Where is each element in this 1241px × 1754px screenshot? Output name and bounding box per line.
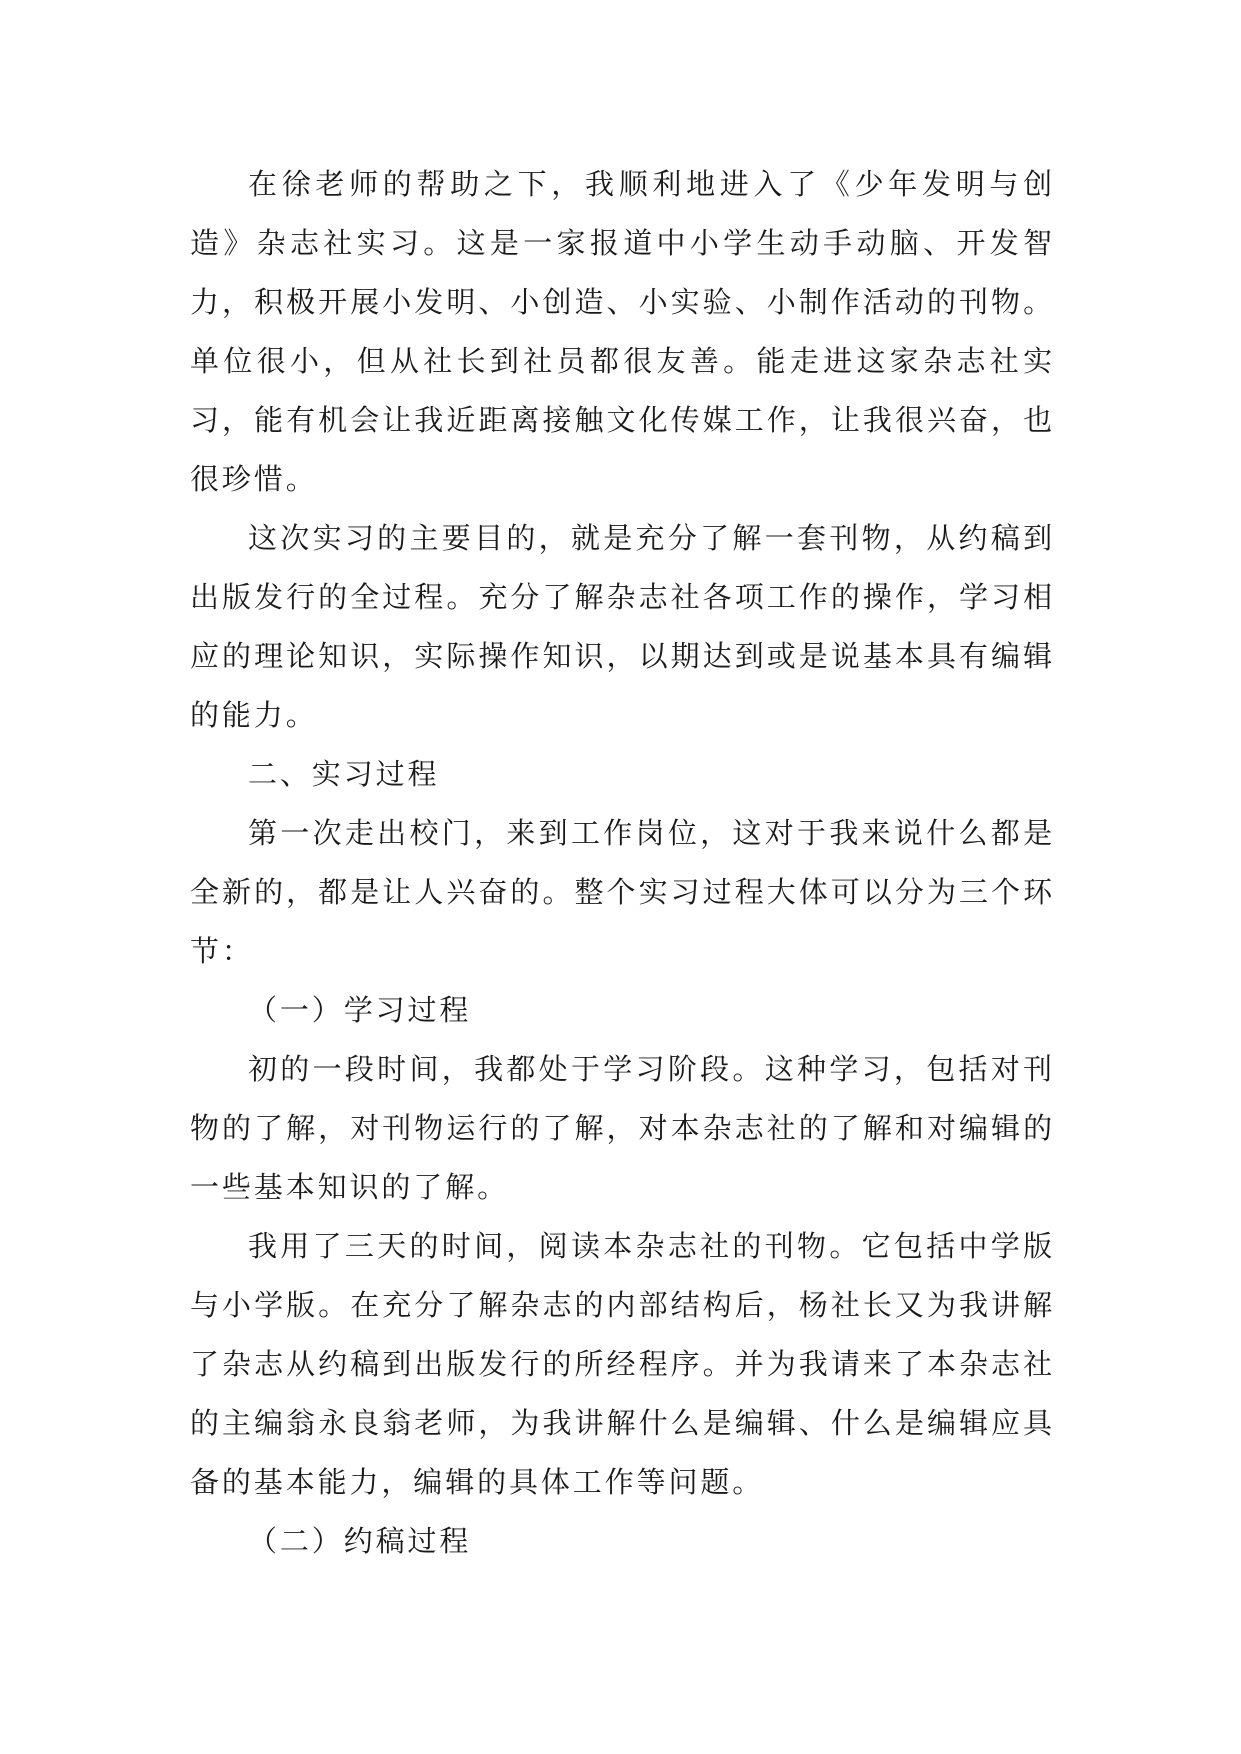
paragraph-reading-magazine: 我用了三天的时间，阅读本杂志社的刊物。它包括中学版与小学版。在充分了解杂志的内部结构后，杨社长又为我讲解了杂志从约稿到出版发行的所经程序。并为我请来了本杂志社的主编翁永良翁老师，为我讲解什么是编辑、什么是编辑应具备的基本能力，编辑的具体工作等问题。 — [190, 1229, 1055, 1499]
paragraph-internship-intro: 在徐老师的帮助之下，我顺利地进入了《少年发明与创造》杂志社实习。这是一家报道中小学生动手动脑、开发智力，积极开展小发明、小创造、小实验、小制作活动的刊物。单位很小，但从社长到社员都很友善。能走进这家杂志社实习，能有机会让我近距离接触文化传媒工作，让我很兴奋，也很珍惜。 — [190, 167, 1055, 496]
paragraph-internship-purpose: 这次实习的主要目的，就是充分了解一套刊物，从约稿到出版发行的全过程。充分了解杂志社各项工作的操作，学习相应的理论知识，实际操作知识，以期达到或是说基本具有编辑的能力。 — [190, 521, 1055, 732]
paragraph-process-overview: 第一次走出校门，来到工作岗位，这对于我来说什么都是全新的，都是让人兴奋的。整个实习过程大体可以分为三个环节： — [190, 816, 1055, 968]
paragraph-learning-stage: 初的一段时间，我都处于学习阶段。这种学习，包括对刊物的了解，对刊物运行的了解，对本杂志社的了解和对编辑的一些基本知识的了解。 — [190, 1052, 1055, 1204]
subsection-heading-learning: （一）学习过程 — [248, 993, 472, 1027]
document-body — [190, 155, 1055, 1571]
subsection-heading-solicitation: （二）约稿过程 — [248, 1524, 472, 1558]
section-heading-process: 二、实习过程 — [248, 757, 440, 791]
